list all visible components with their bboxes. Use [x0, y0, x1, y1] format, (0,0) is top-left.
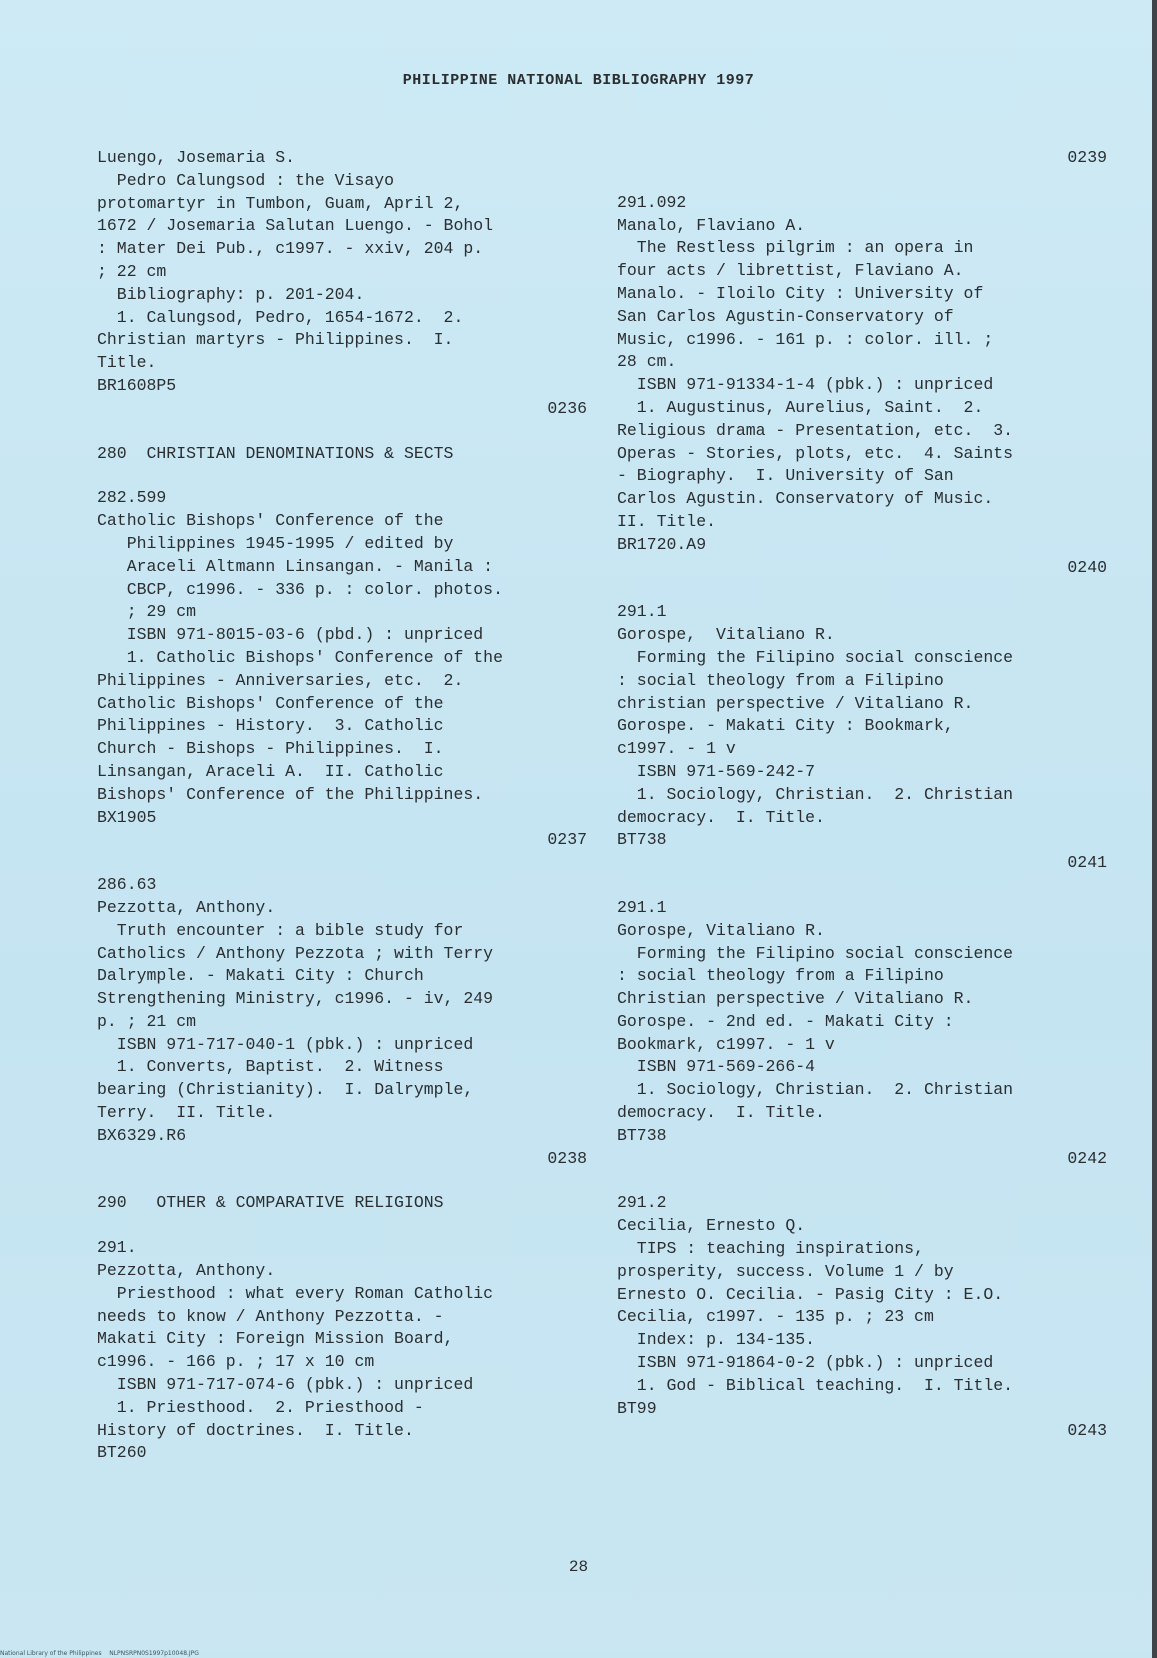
entry-line: Dalrymple. - Makati City : Church — [97, 966, 424, 986]
entry-line: democracy. I. Title. — [617, 1103, 825, 1123]
entry-line: Strengthening Ministry, c1996. - iv, 249 — [97, 989, 494, 1009]
entry-number: 0237 — [547, 830, 587, 850]
entry-line: 286.63 — [97, 875, 157, 895]
entry-line: ISBN 971-717-040-1 (pbk.) : unpriced — [97, 1034, 474, 1054]
entry-line: 291.1 — [617, 602, 667, 622]
right-column — [617, 147, 1107, 1443]
entry-line: 291.2 — [617, 1193, 667, 1213]
entry-line: BR1720.A9 — [617, 534, 707, 554]
entry-line: II. Title. — [617, 511, 717, 531]
entry-line: BT99 — [617, 1398, 657, 1418]
entry-line: The Restless pilgrim : an opera in — [617, 238, 974, 258]
entry-line: : social theology from a Filipino — [617, 966, 944, 986]
entry-line: Catholics / Anthony Pezzota ; with Terry — [97, 943, 494, 963]
entry-line: Cecilia, c1997. - 135 p. ; 23 cm — [617, 1307, 934, 1327]
entry-line: Truth encounter : a bible study for — [97, 920, 464, 940]
entry-line: 1. Converts, Baptist. 2. Witness — [97, 1057, 444, 1077]
entry-line: 1. Priesthood. 2. Priesthood - — [97, 1397, 424, 1417]
entry-line: 1. Sociology, Christian. 2. Christian — [617, 1080, 1014, 1100]
entry-number: 0243 — [1067, 1421, 1107, 1441]
entry-line: : Mater Dei Pub., c1997. - xxiv, 204 p. — [97, 239, 484, 259]
entry-line: ISBN 971-91334-1-4 (pbk.) : unpriced — [617, 375, 994, 395]
entry-line: 291. — [97, 1238, 137, 1258]
entry-number: 0239 — [1067, 148, 1107, 167]
entry-luengo — [97, 147, 587, 398]
entry-line: democracy. I. Title. — [617, 807, 825, 827]
entry-line: BR1608P5 — [97, 375, 177, 395]
scan-footer: National Library of the Philippines NLPNSRPN0S1997p10048.JPG — [0, 1650, 199, 1657]
entry-line: 1. Calungsod, Pedro, 1654-1672. 2. — [97, 307, 464, 327]
entry-line: Catholic Bishops' Conference of the — [97, 511, 444, 531]
page-edge — [1152, 0, 1157, 1658]
entry-line: christian perspective / Vitaliano R. — [617, 693, 974, 713]
entry-pezzotta-priesthood — [97, 1237, 587, 1465]
entry-line: Manalo, Flaviano A. — [617, 215, 806, 235]
entry-number: 0240 — [1067, 557, 1107, 577]
entry-line: Forming the Filipino social conscience — [617, 647, 1014, 667]
entry-line: 1672 / Josemaria Salutan Luengo. - Bohol — [97, 216, 494, 236]
entry-line: Religious drama - Presentation, etc. 3. — [617, 420, 1014, 440]
entry-line: BT260 — [97, 1443, 147, 1463]
section-heading: 280 CHRISTIAN DENOMINATIONS & SECTS — [97, 443, 454, 463]
entry-gorospe-1 — [617, 601, 1107, 852]
entry-line: Priesthood : what every Roman Catholic — [97, 1283, 494, 1303]
entry-line: Gorospe, Vitaliano R. — [617, 920, 825, 940]
entry-number: 0242 — [1067, 1148, 1107, 1168]
entry-line: four acts / librettist, Flaviano A. — [617, 261, 964, 281]
entry-line: needs to know / Anthony Pezzotta. - — [97, 1306, 444, 1326]
entry-line: Philippines - Anniversaries, etc. 2. — [97, 670, 464, 690]
left-column — [97, 147, 587, 1465]
entry-line: TIPS : teaching inspirations, — [617, 1239, 924, 1259]
entry-cecilia — [617, 1192, 1107, 1420]
entry-line: Operas - Stories, plots, etc. 4. Saints — [617, 443, 1014, 463]
entry-line: Makati City : Foreign Mission Board, — [97, 1329, 454, 1349]
entry-line: 1. God - Biblical teaching. I. Title. — [617, 1375, 1014, 1395]
entry-line: ISBN 971-8015-03-6 (pbd.) : unpriced — [97, 625, 484, 645]
entry-line: San Carlos Agustin-Conservatory of — [617, 306, 954, 326]
entry-line: Bibliography: p. 201-204. — [97, 284, 365, 304]
entry-line: 1. Augustinus, Aurelius, Saint. 2. — [617, 397, 984, 417]
entry-number: 0241 — [1067, 853, 1107, 873]
entry-cbcp — [97, 487, 587, 829]
entry-line: Christian perspective / Vitaliano R. — [617, 989, 974, 1009]
entry-line: Philippines 1945-1995 / edited by — [97, 533, 454, 553]
entry-line: Gorospe. - Makati City : Bookmark, — [617, 716, 954, 736]
entry-line: ISBN 971-717-074-6 (pbk.) : unpriced — [97, 1375, 474, 1395]
entry-line: 282.599 — [97, 488, 167, 508]
entry-line: Cecilia, Ernesto Q. — [617, 1216, 806, 1236]
entry-line: Forming the Filipino social conscience — [617, 943, 1014, 963]
entry-line: Pedro Calungsod : the Visayo — [97, 170, 395, 190]
entry-line: ISBN 971-569-242-7 — [617, 761, 816, 781]
entry-line: Gorospe. - 2nd ed. - Makati City : — [617, 1011, 954, 1031]
entry-line: CBCP, c1996. - 336 p. : color. photos. — [97, 579, 503, 599]
entry-line: : social theology from a Filipino — [617, 670, 944, 690]
entry-line: 291.092 — [617, 192, 687, 212]
entry-line: BT738 — [617, 830, 667, 850]
entry-line: Music, c1996. - 161 p. : color. ill. ; — [617, 329, 994, 349]
entry-line: BX6329.R6 — [97, 1125, 187, 1145]
entry-line: ISBN 971-569-266-4 — [617, 1057, 816, 1077]
entry-line: Philippines - History. 3. Catholic — [97, 716, 444, 736]
entry-line: ISBN 971-91864-0-2 (pbk.) : unpriced — [617, 1353, 994, 1373]
entry-line: Title. — [97, 353, 157, 373]
entry-line: Luengo, Josemaria S. — [97, 148, 296, 167]
entry-line: 291.1 — [617, 897, 667, 917]
section-heading: 290 OTHER & COMPARATIVE RELIGIONS — [97, 1193, 444, 1213]
entry-number: 0238 — [547, 1148, 587, 1168]
entry-line: Church - Bishops - Philippines. I. — [97, 739, 444, 759]
entry-line: BT738 — [617, 1125, 667, 1145]
entry-line: protomartyr in Tumbon, Guam, April 2, — [97, 193, 464, 213]
entry-number: 0236 — [547, 398, 587, 418]
entry-line: Carlos Agustin. Conservatory of Music. — [617, 489, 994, 509]
entry-line: 1. Sociology, Christian. 2. Christian — [617, 784, 1014, 804]
entry-line: Araceli Altmann Linsangan. - Manila : — [97, 556, 494, 576]
running-head: PHILIPPINE NATIONAL BIBLIOGRAPHY 1997 — [402, 72, 755, 89]
entry-line: Manalo. - Iloilo City : University of — [617, 283, 984, 303]
entry-line: p. ; 21 cm — [97, 1011, 197, 1031]
entry-line: Terry. II. Title. — [97, 1103, 276, 1123]
entry-pezzotta-truth — [97, 874, 587, 1148]
entry-line: c1996. - 166 p. ; 17 x 10 cm — [97, 1352, 375, 1372]
entry-gorospe-2 — [617, 897, 1107, 1148]
entry-line: Pezzotta, Anthony. — [97, 897, 276, 917]
entry-line: Catholic Bishops' Conference of the — [97, 693, 444, 713]
entry-line: c1997. - 1 v — [617, 739, 736, 759]
entry-line: Pezzotta, Anthony. — [97, 1261, 276, 1281]
entry-line: prosperity, success. Volume 1 / by — [617, 1261, 954, 1281]
entry-line: Christian martyrs - Philippines. I. — [97, 330, 454, 350]
entry-line: Index: p. 134-135. — [617, 1330, 816, 1350]
entry-line: Linsangan, Araceli A. II. Catholic — [97, 761, 444, 781]
entry-line: Bookmark, c1997. - 1 v — [617, 1034, 835, 1054]
entry-line: Ernesto O. Cecilia. - Pasig City : E.O. — [617, 1284, 1004, 1304]
entry-line: 28 cm. — [617, 352, 677, 372]
entry-line: History of doctrines. I. Title. — [97, 1420, 414, 1440]
entry-line: Gorospe, Vitaliano R. — [617, 625, 835, 645]
entry-line: bearing (Christianity). I. Dalrymple, — [97, 1080, 474, 1100]
entry-line: - Biography. I. University of San — [617, 466, 954, 486]
entry-line: Bishops' Conference of the Philippines. — [97, 784, 484, 804]
entry-line: ; 22 cm — [97, 261, 167, 281]
entry-line: BX1905 — [97, 807, 157, 827]
entry-line: ; 29 cm — [97, 602, 197, 622]
entry-manalo — [617, 192, 1107, 557]
entry-line: 1. Catholic Bishops' Conference of the — [97, 647, 503, 667]
page-number: 28 — [568, 1558, 589, 1576]
